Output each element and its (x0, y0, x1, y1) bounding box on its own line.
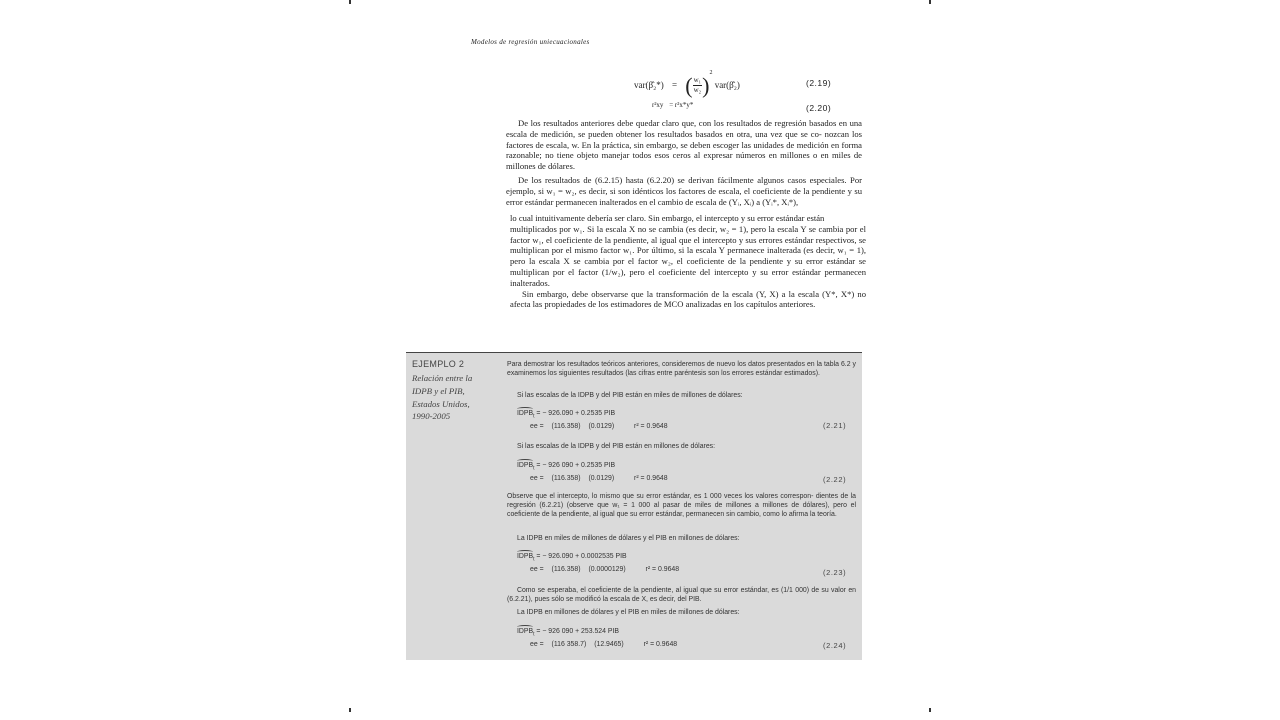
case-1-text: Si las escalas de la IDPB y del PIB están en miles de millones de dólares: (517, 392, 743, 399)
subscript-t: t (533, 413, 535, 420)
equation-2-20 (652, 101, 693, 109)
observation-2-text: Como se esperaba, el coeficiente de la pendiente, al igual que su error estándar, es (1/1 000) de su valor en (6.2.21), pues sólo se modificó la escala de X, es decir, del PIB. (507, 587, 856, 603)
idpb-hat-label: IDPB (517, 410, 534, 417)
r-squared: r² = 0.9648 (643, 641, 678, 648)
paragraph-2-text: De los resultados de (6.2.15) hasta (6.2.20) se derivan fácilmente algunos casos especiales. Por ejemplo, si w₁ = w₂, es decir, si son idénticos los factores de escala, el coeficiente de la pendiente y su error estándar permanecen inalterados en el cambio de escala de (Yᵢ, Xᵢ) a (Yᵢ*, Xᵢ*), (506, 175, 862, 207)
example-box-top-rule (406, 352, 862, 353)
regression-2-22 (517, 462, 615, 473)
idpb-hat-label: IDPB (517, 462, 534, 469)
case-2-text: Si las escalas de la IDPB y del PIB están en millones de dólares: (517, 443, 716, 450)
subscript-t: t (533, 556, 535, 563)
idpb-hat-label: IDPB (517, 628, 534, 635)
equation-2-19 (634, 70, 740, 97)
ee-label: ee = (530, 566, 544, 573)
regression-2-23-eq: = − 926.090 + 0.0002535 PIB (536, 553, 627, 560)
se-slope: (0.0129) (588, 475, 615, 482)
se-slope: (0.0000129) (588, 566, 626, 573)
right-paren-icon: ) (702, 72, 710, 98)
paragraph-4-text: Sin embargo, debe observarse que la transformación de la escala (Y, X) a la escala (Y*, X*) no afecta las propiedades de los estimadores de MCO analizadas en los capítulos anteriores. (510, 288, 866, 310)
left-paren-icon: ( (685, 72, 693, 98)
se-intercept: (116.358) (551, 423, 581, 430)
crop-mark-top-right (929, 0, 931, 4)
case-3-text: La IDPB en miles de millones de dólares y el PIB en millones de dólares: (517, 535, 740, 542)
regression-2-24 (517, 628, 619, 639)
paragraph-3b-text: multiplicados por w₁. Si la escala X no se cambia (es decir, w₂ = 1), pero la escala Y se cambia por el factor w₁, el coeficiente de la pendiente, al igual que el intercepto y sus errores estándar respectivos, se multiplican por el mismo factor w₁. Por último, si la escala Y permanece inalterada (es decir, w₁ = 1), pero la escala X se cambia por el factor w₂, el coeficiente de la pendiente y su error estándar se multiplican por el factor (1/w₂), pero el coeficiente del intercepto y su error estándar permanecen inalterados. (510, 223, 866, 288)
equation-number-2-23: (2.23) (823, 568, 847, 577)
example-title: EJEMPLO 2 (412, 359, 465, 369)
equation-number-2-24: (2.24) (823, 641, 847, 650)
equation-number-2-21: (2.21) (823, 421, 847, 430)
case-4-text: La IDPB en millones de dólares y el PIB en miles de millones de dólares: (517, 609, 740, 616)
fraction-denominator: w₂ (693, 86, 702, 95)
ee-label: ee = (530, 475, 544, 482)
equation-number-2-22: (2.22) (823, 475, 847, 484)
regression-2-23 (517, 553, 627, 564)
regression-2-24-se-row (530, 641, 677, 650)
crop-mark-top-left (349, 0, 351, 4)
se-intercept: (116.358) (551, 566, 581, 573)
r-squared: r² = 0.9648 (634, 475, 668, 482)
ee-label: ee = (530, 641, 544, 648)
regression-2-24-eq: = − 926 090 + 253.524 PIB (536, 628, 619, 635)
paragraph-2 (506, 175, 862, 207)
regression-2-23-se-row (530, 566, 679, 575)
running-header: Modelos de regresión uniecuacionales (471, 38, 590, 46)
paragraph-3a-text: lo cual intuitivamente debería ser claro. Sin embargo, el intercepto y su error estándar están (510, 213, 825, 223)
regression-2-22-se-row (530, 475, 668, 484)
eq-2-20-lhs: r²xy (652, 101, 664, 109)
subscript-t: t (533, 631, 535, 638)
se-intercept: (116.358) (551, 475, 581, 482)
eq-2-19-power: 2 (709, 70, 713, 76)
observation-text: Observe que el intercepto, lo mismo que su error estándar, es 1 000 veces los valores correspon- dientes de la regresión (6.2.21) (observe que w₁ = 1 000 al pasar de miles de millones a millones de dólares), pero el coeficiente de la pendiente, al igual que su error estándar, permanecen sin cambio, como lo afirma la teoría. (507, 493, 856, 518)
se-slope: (12.9465) (594, 641, 624, 648)
crop-mark-bottom-left (349, 708, 351, 712)
idpb-hat-label: IDPB (517, 553, 534, 560)
equation-number-2-19: (2.19) (806, 78, 832, 88)
regression-2-21-se-row (530, 423, 668, 432)
se-intercept: (116 358.7) (551, 641, 587, 648)
regression-2-21 (517, 410, 615, 421)
paragraph-1-text: De los resultados anteriores debe quedar claro que, con los resultados de regresión basados en una escala de medición, se pueden obtener los resultados basados en otra, una vez que se co- nozcan los factores de escala, w. En la práctica, sin embargo, se deben escoger las unidades de medición en forma razonable; no tiene objeto manejar todos esos ceros al expresar números en millones o en miles de millones de dólares. (506, 118, 862, 172)
equation-number-2-20: (2.20) (806, 103, 832, 113)
example-subtitle: Relación entre la IDPB y el PIB, Estados Unidos, 1990-2005 (412, 373, 473, 422)
r-squared: r² = 0.9648 (645, 566, 680, 573)
example-intro: Para demostrar los resultados teóricos anteriores, consideremos de nuevo los datos presentados en la tabla 6.2 y examinemos los siguientes resultados (las cifras entre paréntesis son los errores estándar estimados). (507, 361, 856, 377)
r-squared: r² = 0.9648 (634, 423, 668, 430)
scale-fraction (693, 76, 703, 95)
paragraph-3 (510, 213, 866, 310)
fraction-numerator: w₁ (693, 76, 702, 85)
eq-2-19-rhs: var(β̂₂) (714, 80, 740, 90)
eq-2-19-equals: = (671, 80, 678, 90)
ee-label: ee = (530, 423, 544, 430)
crop-mark-bottom-right (929, 708, 931, 712)
eq-2-20-rhs: = r²x*y* (669, 101, 694, 109)
subscript-t: t (533, 465, 535, 472)
regression-2-21-eq: = − 926.090 + 0.2535 PIB (536, 410, 616, 417)
regression-2-22-eq: = − 926 090 + 0.2535 PIB (536, 462, 616, 469)
se-slope: (0.0129) (588, 423, 615, 430)
eq-2-19-lhs: var(β̂₂*) (634, 80, 664, 90)
paragraph-1 (506, 118, 862, 172)
